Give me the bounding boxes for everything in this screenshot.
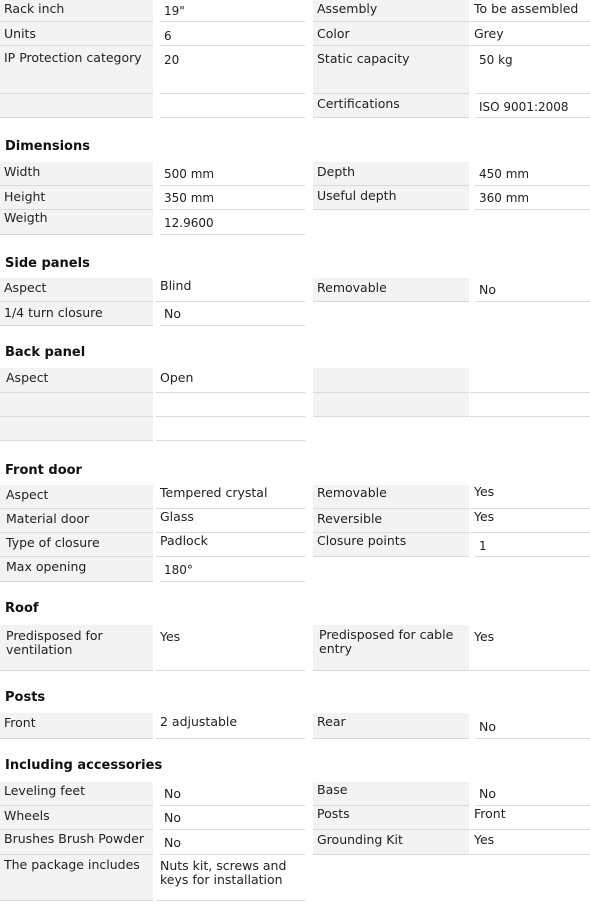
base-label: Base bbox=[313, 782, 469, 806]
ventilation-label: Predisposed for ventilation bbox=[0, 625, 153, 671]
rack-inch-label: Rack inch bbox=[0, 0, 153, 22]
units-value: 6 bbox=[160, 22, 305, 46]
leveling-feet-value: No bbox=[160, 782, 305, 806]
side-aspect-value: Blind bbox=[156, 278, 305, 302]
units-label: Units bbox=[0, 22, 153, 46]
side-panels-heading: Side panels bbox=[5, 256, 90, 271]
useful-depth-value: 360 mm bbox=[475, 186, 590, 210]
side-removable-value: No bbox=[475, 278, 590, 302]
assembly-value: To be assembled bbox=[470, 0, 590, 22]
certifications-value: ISO 9001:2008 bbox=[475, 94, 590, 118]
empty-label-cell bbox=[313, 368, 469, 393]
cable-entry-value: Yes bbox=[470, 625, 590, 671]
side-aspect-label: Aspect bbox=[0, 278, 153, 302]
ventilation-value: Yes bbox=[156, 625, 305, 671]
front-posts-label: Front bbox=[0, 713, 153, 739]
depth-value: 450 mm bbox=[475, 162, 590, 186]
side-removable-label: Removable bbox=[313, 278, 469, 302]
material-door-value: Glass bbox=[156, 509, 305, 533]
grounding-kit-value: Yes bbox=[470, 830, 590, 855]
rack-inch-value: 19" bbox=[160, 0, 305, 22]
color-value: Grey bbox=[470, 22, 590, 46]
rear-posts-label: Rear bbox=[313, 713, 469, 739]
door-aspect-label: Aspect bbox=[0, 485, 153, 509]
type-of-closure-value: Padlock bbox=[156, 533, 305, 557]
roof-heading: Roof bbox=[5, 601, 39, 616]
door-removable-value: Yes bbox=[470, 485, 590, 509]
empty-value-cell bbox=[160, 94, 305, 118]
door-aspect-value: Tempered crystal bbox=[156, 485, 305, 509]
weight-label: Weigth bbox=[0, 210, 153, 235]
quarter-turn-closure-label: 1/4 turn closure bbox=[0, 302, 153, 326]
brushes-value: No bbox=[160, 830, 305, 855]
useful-depth-label: Useful depth bbox=[313, 186, 469, 210]
posts-heading: Posts bbox=[5, 690, 46, 705]
quarter-turn-closure-value: No bbox=[160, 302, 305, 326]
package-includes-value: Nuts kit, screws and keys for installation bbox=[156, 855, 305, 901]
empty-label-cell bbox=[0, 417, 153, 441]
wheels-label: Wheels bbox=[0, 806, 153, 830]
empty-label-cell bbox=[313, 393, 469, 417]
empty-value-cell bbox=[470, 368, 590, 393]
empty-value-cell bbox=[156, 417, 305, 441]
posts-accessory-value: Front bbox=[470, 806, 590, 830]
assembly-label: Assembly bbox=[313, 0, 469, 22]
reversible-value: Yes bbox=[470, 509, 590, 533]
leveling-feet-label: Leveling feet bbox=[0, 782, 153, 806]
back-panel-heading: Back panel bbox=[5, 345, 86, 360]
certifications-label: Certifications bbox=[313, 94, 469, 118]
front-door-heading: Front door bbox=[5, 463, 82, 478]
brushes-label: Brushes Brush Powder bbox=[0, 830, 153, 855]
static-capacity-value: 50 kg bbox=[475, 46, 590, 94]
front-posts-value: 2 adjustable bbox=[156, 713, 305, 739]
width-label: Width bbox=[0, 162, 153, 186]
empty-label-cell bbox=[0, 393, 153, 417]
type-of-closure-label: Type of closure bbox=[0, 533, 153, 557]
dimensions-heading: Dimensions bbox=[5, 139, 90, 154]
empty-value-cell bbox=[156, 393, 305, 417]
wheels-value: No bbox=[160, 806, 305, 830]
height-label: Height bbox=[0, 186, 153, 210]
weight-value: 12.9600 bbox=[160, 210, 305, 235]
empty-value-cell bbox=[470, 393, 590, 417]
material-door-label: Material door bbox=[0, 509, 153, 533]
max-opening-value: 180° bbox=[160, 557, 305, 582]
color-label: Color bbox=[313, 22, 469, 46]
rear-posts-value: No bbox=[475, 713, 590, 739]
back-aspect-value: Open bbox=[156, 368, 305, 393]
max-opening-label: Max opening bbox=[0, 557, 153, 582]
depth-label: Depth bbox=[313, 162, 469, 186]
closure-points-label: Closure points bbox=[313, 533, 469, 557]
back-aspect-label: Aspect bbox=[0, 368, 153, 393]
door-removable-label: Removable bbox=[313, 485, 469, 509]
base-value: No bbox=[475, 782, 590, 806]
ip-protection-label: IP Protection category bbox=[0, 46, 153, 94]
width-value: 500 mm bbox=[160, 162, 305, 186]
accessories-heading: Including accessories bbox=[5, 758, 163, 773]
empty-label-cell bbox=[0, 94, 153, 118]
reversible-label: Reversible bbox=[313, 509, 469, 533]
height-value: 350 mm bbox=[160, 186, 305, 210]
cable-entry-label: Predisposed for cable entry bbox=[313, 625, 469, 671]
posts-accessory-label: Posts bbox=[313, 806, 469, 830]
grounding-kit-label: Grounding Kit bbox=[313, 830, 469, 855]
closure-points-value: 1 bbox=[475, 533, 590, 557]
package-includes-label: The package includes bbox=[0, 855, 153, 901]
ip-protection-value: 20 bbox=[160, 46, 305, 94]
static-capacity-label: Static capacity bbox=[313, 46, 469, 94]
